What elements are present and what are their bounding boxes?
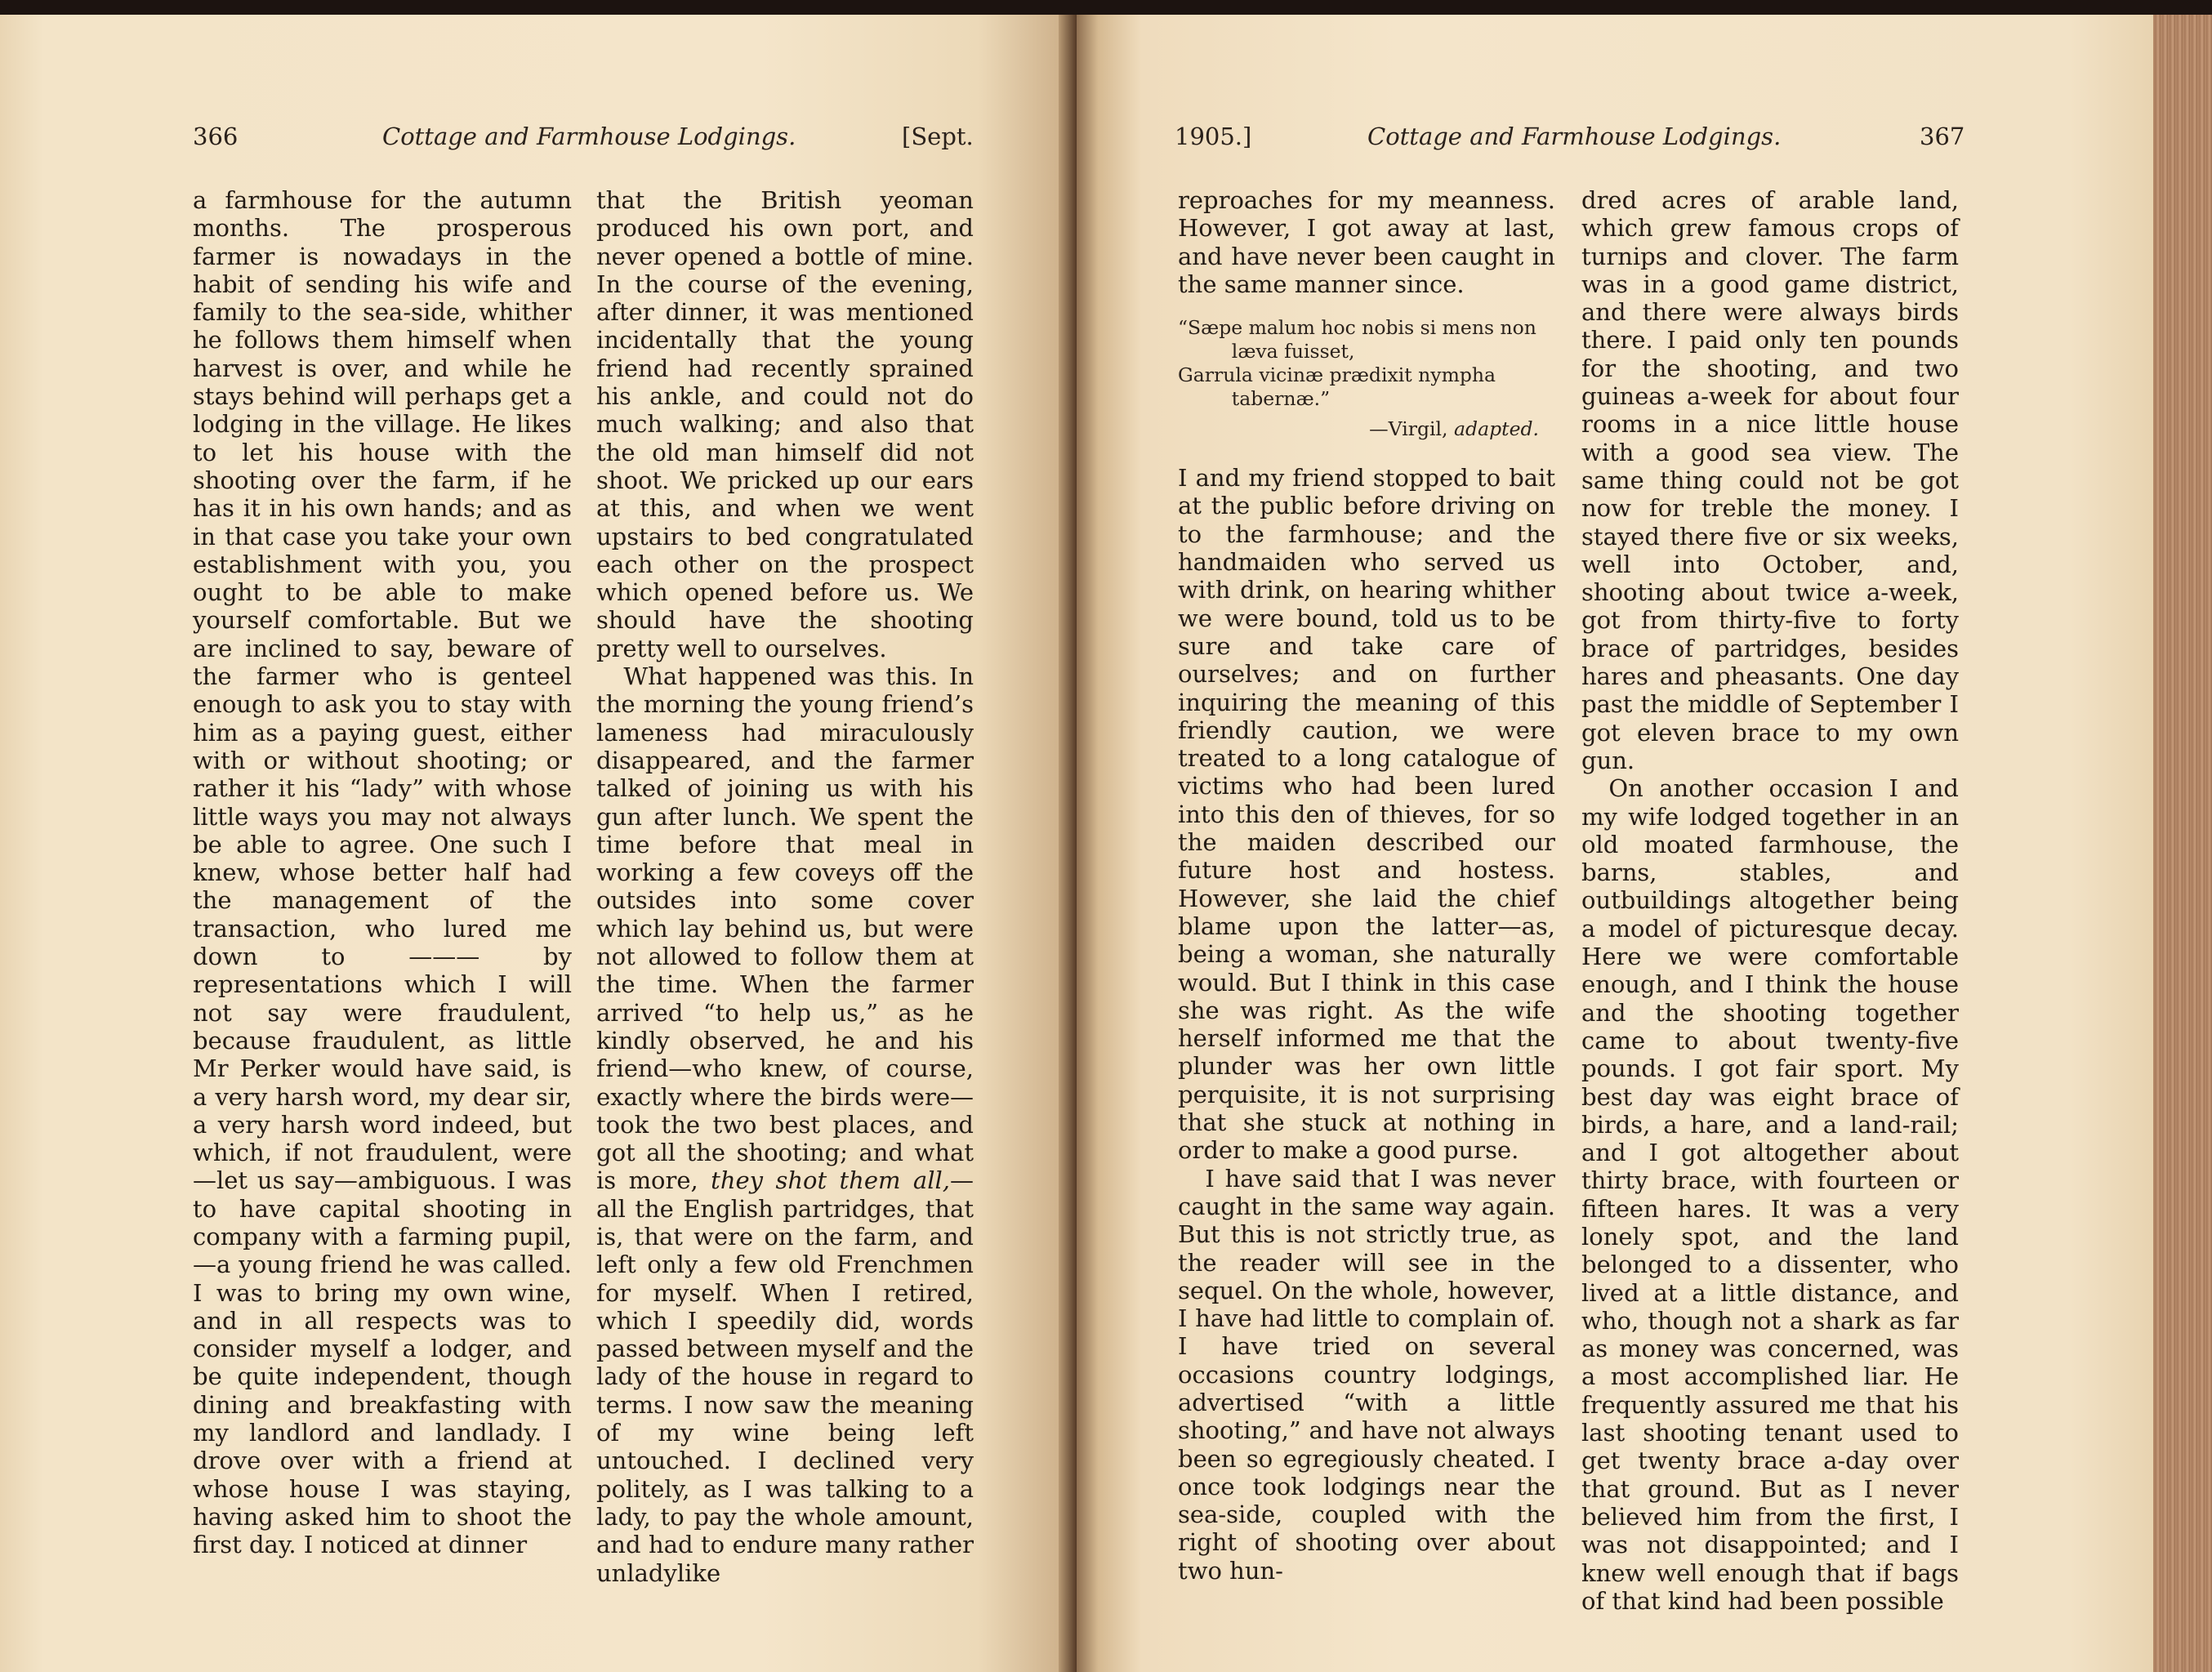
left-col2-p2-text-b: —all the English partridges, that is, that were on the farm, and left only a few old Frenchmen for myself. When I retired, which I speedily did, words passed between myself and the lady of the house in regard to terms. I now saw the meaning of my wine being left untouched. I declined very politely, as I was talking to a lady, to pay the whole amount, and had to endure many rather unladylike: [596, 1166, 974, 1587]
left-running-head: [0, 123, 1086, 172]
verse-line-4: tabernæ.”: [1231, 387, 1331, 411]
page-fore-edge: [2153, 15, 2212, 1672]
verse-line-3: Garrula vicinæ prædixit nympha: [1178, 363, 1496, 387]
right-col2-paragraph-1: dred acres of arable land, which grew famous crops of turnips and clover. The farm was in a good game district, and there were always birds there. I paid only ten pounds for the shooting, and two guineas a-week for about four rooms in a nice little house with a good sea view. The same thing could not be got now for treble the money. I stayed there five or six weeks, well into October, and, shooting about twice a-week, got from thirty-five to forty brace of partridges, besides hares and pheasants. One day past the middle of September I got eleven brace to my own gun.: [1581, 186, 1959, 774]
left-col2-paragraph-2: [596, 662, 974, 1587]
right-column-2: [1581, 186, 1959, 1615]
verse-quotation: [1178, 316, 1555, 441]
verse-line-2: læva fuisset,: [1231, 340, 1355, 363]
left-running-date: [Sept.: [902, 123, 974, 150]
right-column-1: [1178, 186, 1555, 1585]
right-col1-paragraph-3: I have said that I was never caught in the same way again. But this is not strictly true, as the reader will see in the sequel. On the whole, however, I have had little to complain of. I have tried on several occasions country lodgings, advertised “with a little shooting,” and have not always been so egregiously cheated. I once took lodgings near the sea-side, coupled with the right of shooting over about two hun-: [1178, 1164, 1555, 1585]
verse-attribution: [1178, 417, 1555, 441]
right-col1-paragraph-1: reproaches for my meanness. However, I got away at last, and have never been caught in the same manner since.: [1178, 186, 1555, 298]
right-page: [1077, 15, 2155, 1672]
right-running-date: 1905.]: [1175, 123, 1252, 150]
left-col2-p2-italic: they shot them all,: [711, 1166, 950, 1195]
left-col2-p2-text-a: What happened was this. In the morning the young friend’s lameness had miraculously disappeared, and the farmer talked of joining us with his gun after lunch. We spent the time before that meal in working a few coveys off the outsides into some cover which lay behind us, but were not allowed to follow them at the time. When the farmer arrived “to help us,” as he kindly observed, he and his friend—who knew, of course, exactly where the birds were—took the two best places, and got all the shooting; and what is more,: [596, 662, 974, 1195]
right-col1-paragraph-2: I and my friend stopped to bait at the public before driving on to the farmhouse; and the handmaiden who served us with drink, on hearing whither we were bound, told us to be sure and take care of ourselves; and on further inquiring the meaning of this friendly caution, we were treated to a long catalogue of victims who had been lured into this den of thieves, for so the maiden described our future host and hostess. However, she laid the chief blame upon the latter—as, being a woman, she naturally would. But I think in this case she was right. As the wife herself informed me that the plunder was her own little perquisite, it is not surprising that she stuck at nothing in order to make a good purse.: [1178, 464, 1555, 1165]
book-spread: [0, 15, 2212, 1672]
left-column-1: [193, 186, 572, 1559]
verse-attribution-author: —Virgil,: [1369, 417, 1448, 441]
left-page-number: 366: [193, 123, 239, 150]
right-running-head: [1077, 123, 2155, 172]
left-col1-paragraph: a farmhouse for the autumn months. The prosperous farmer is nowadays in the habit of sending his wife and family to the sea-side, whither he follows them himself when harvest is over, and while he stays behind will perhaps get a lodging in the village. He likes to let his house with the shooting over the farm, if he has it in his own hands; and as in that case you take your own establishment with you, you ought to be able to make yourself comfortable. But we are inclined to say, beware of the farmer who is genteel enough to ask you to stay with him as a paying guest, either with or without shooting; or rather it his “lady” with whose little ways you may not always be able to agree. One such I knew, whose better half had the management of the transaction, who lured me down to ——— by representations which I will not say were fraudulent, because fraudulent, as little Mr Perker would have said, is a very harsh word, my dear sir, a very harsh word indeed, but which, if not fraudulent, were—let us say—ambiguous. I was to have capital shooting in company with a farming pupil,—a young friend he was called. I was to bring my own wine, and in all respects was to consider myself a lodger, and be quite independent, though dining and breakfasting with my landlord and landlady. I drove over with a friend at whose house I was staying, having asked him to shoot the first day. I noticed at dinner: [193, 186, 572, 1559]
left-column-2: [596, 186, 974, 1587]
left-running-title: Cottage and Farmhouse Lodgings.: [382, 123, 796, 150]
left-page: [0, 15, 1086, 1672]
right-running-title: Cottage and Farmhouse Lodgings.: [1367, 123, 1782, 150]
left-col2-paragraph-1: that the British yeoman produced his own port, and never opened a bottle of mine. In the course of the evening, after dinner, it was mentioned incidentally that the young friend had recently sprained his ankle, and could not do much walking; and also that the old man himself did not shoot. We pricked up our ears at this, and when we went upstairs to bed congratulated each other on the prospect which opened before us. We should have the shooting pretty well to ourselves.: [596, 186, 974, 662]
right-col2-paragraph-2: On another occasion I and my wife lodged together in an old moated farmhouse, the barns, stables, and outbuildings altogether being a model of picturesque decay. Here we were comfortable enough, and I think the house and the shooting together came to about twenty-five pounds. I got fair sport. My best day was eight brace of birds, a hare, and a land-rail; and I got altogether about thirty brace, with fourteen or fifteen hares. It was a very lonely spot, and the land belonged to a dissenter, who lived at a little distance, and who, though not a shark as far as money was concerned, was a most accomplished liar. He frequently assured me that his last shooting tenant used to get twenty brace a-day over that ground. But as I never believed him from the first, I was not disappointed; and I knew well enough that if bags of that kind had been possible: [1581, 774, 1959, 1615]
verse-attribution-note: adapted.: [1454, 417, 1539, 441]
verse-line-1: “Sæpe malum hoc nobis si mens non: [1178, 316, 1536, 340]
right-page-number: 367: [1920, 123, 1965, 150]
